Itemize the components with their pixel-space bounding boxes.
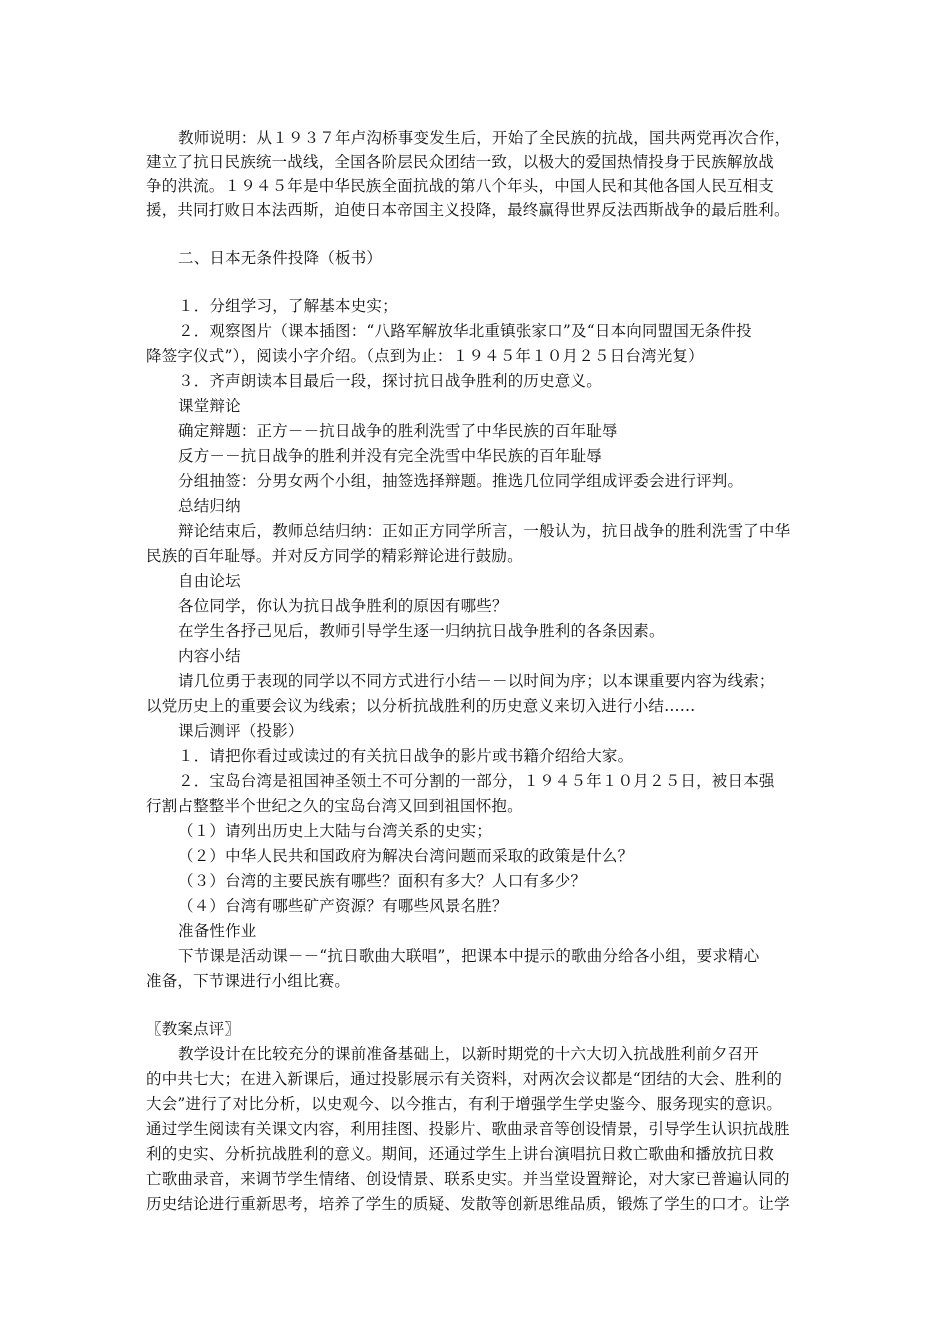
review-heading: 〖教案点评〗 (146, 1020, 241, 1038)
text-line: 分组抽签：分男女两个小组，抽签选择辩题。推选几位同学组成评委会进行评判。 (178, 472, 744, 490)
text-line: 确定辩题：正方－－抗日战争的胜利洗雪了中华民族的百年耻辱 (178, 422, 618, 440)
text-line: 建立了抗日民族统一战线，全国各阶层民众团结一致，以极大的爱国热情投身于民族解放战 (146, 153, 775, 171)
text-line: 通过学生阅读有关课文内容，利用挂图、投影片、歌曲录音等创设情景，引导学生认识抗战胜 (146, 1120, 790, 1138)
text-line: 辩论结束后，教师总结归纳：正如正方同学所言，一般认为，抗日战争的胜利洗雪了中华 (178, 522, 791, 540)
text-line: 大会”进行了对比分析，以史观今、以今推古，有利于增强学生学史鉴今、服务现实的意识。 (146, 1095, 783, 1113)
subheading-forum: 自由论坛 (178, 572, 241, 590)
text-line: 请几位勇于表现的同学以不同方式进行小结－－以时间为序；以本课重要内容为线索； (178, 672, 775, 690)
text-line: 行割占整整半个世纪之久的宝岛台湾又回到祖国怀抱。 (146, 797, 523, 815)
text-line: 亡歌曲录音，来调节学生情绪、创设情景、联系史实。并当堂设置辩论，对大家已普遍认同的 (146, 1170, 790, 1188)
list-item: １．请把你看过或读过的有关抗日战争的影片或书籍介绍给大家。 (178, 747, 634, 765)
text-line: 教学设计在比较充分的课前准备基础上，以新时期党的十六大切入抗战胜利前夕召开 (178, 1045, 759, 1063)
text-line: 反方－－抗日战争的胜利并没有完全洗雪中华民族的百年耻辱 (178, 447, 602, 465)
list-item: ２．观察图片（课本插图：“八路军解放华北重镇张家口”及“日本向同盟国无条件投 (178, 322, 752, 340)
text-line: 准备，下节课进行小组比赛。 (146, 972, 351, 990)
subheading-content-summary: 内容小结 (178, 647, 241, 665)
text-line: 援，共同打败日本法西斯，迫使日本帝国主义投降，最终赢得世界反法西斯战争的最后胜利。 (146, 201, 790, 219)
list-item: （１）请列出历史上大陆与台湾关系的史实； (178, 822, 493, 840)
subheading-debate: 课堂辩论 (178, 397, 241, 415)
text-line: 的中共七大；在进入新课后，通过投影展示有关资料，对两次会议都是“团结的大会、胜利的 (146, 1070, 783, 1088)
text-line: 各位同学，你认为抗日战争胜利的原因有哪些？ (178, 597, 508, 615)
list-item: ３．齐声朗读本目最后一段，探讨抗日战争胜利的历史意义。 (178, 372, 602, 390)
list-item: （３）台湾的主要民族有哪些？面积有多大？人口有多少？ (178, 872, 587, 890)
text-line: 下节课是活动课－－“抗日歌曲大联唱”，把课本中提示的歌曲分给各小组，要求精心 (178, 947, 760, 965)
subheading-homework: 准备性作业 (178, 922, 257, 940)
text-line: 争的洪流。１９４５年是中华民族全面抗战的第八个年头，中国人民和其他各国人民互相支 (146, 177, 775, 195)
text-line: 教师说明：从１９３７年卢沟桥事变发生后，开始了全民族的抗战，国共两党再次合作， (178, 129, 791, 147)
subheading-summary: 总结归纳 (178, 497, 241, 515)
text-line: 以党历史上的重要会议为线索；以分析抗战胜利的历史意义来切入进行小结…… (146, 697, 696, 715)
text-line: 在学生各抒己见后，教师引导学生逐一归纳抗日战争胜利的各条因素。 (178, 622, 665, 640)
text-line: 降签字仪式”），阅读小字介绍。（点到为止：１９４５年１０月２５日台湾光复） (146, 347, 704, 365)
text-line: 民族的百年耻辱。并对反方同学的精彩辩论进行鼓励。 (146, 547, 523, 565)
list-item: （２）中华人民共和国政府为解决台湾问题而采取的政策是什么？ (178, 847, 634, 865)
list-item: （４）台湾有哪些矿产资源？有哪些风景名胜？ (178, 897, 508, 915)
list-item: ２．宝岛台湾是祖国神圣领土不可分割的一部分，１９４５年１０月２５日，被日本强 (178, 772, 775, 790)
text-line: 历史结论进行重新思考，培养了学生的质疑、发散等创新思维品质，锻炼了学生的口才。让学 (146, 1195, 790, 1213)
subheading-assessment: 课后测评（投影） (178, 722, 304, 740)
text-line: 利的史实、分析抗战胜利的意义。期间，还通过学生上讲台演唱抗日救亡歌曲和播放抗日救 (146, 1145, 775, 1163)
section-heading: 二、日本无条件投降（板书） (178, 249, 383, 267)
list-item: １．分组学习，了解基本史实； (178, 297, 398, 315)
